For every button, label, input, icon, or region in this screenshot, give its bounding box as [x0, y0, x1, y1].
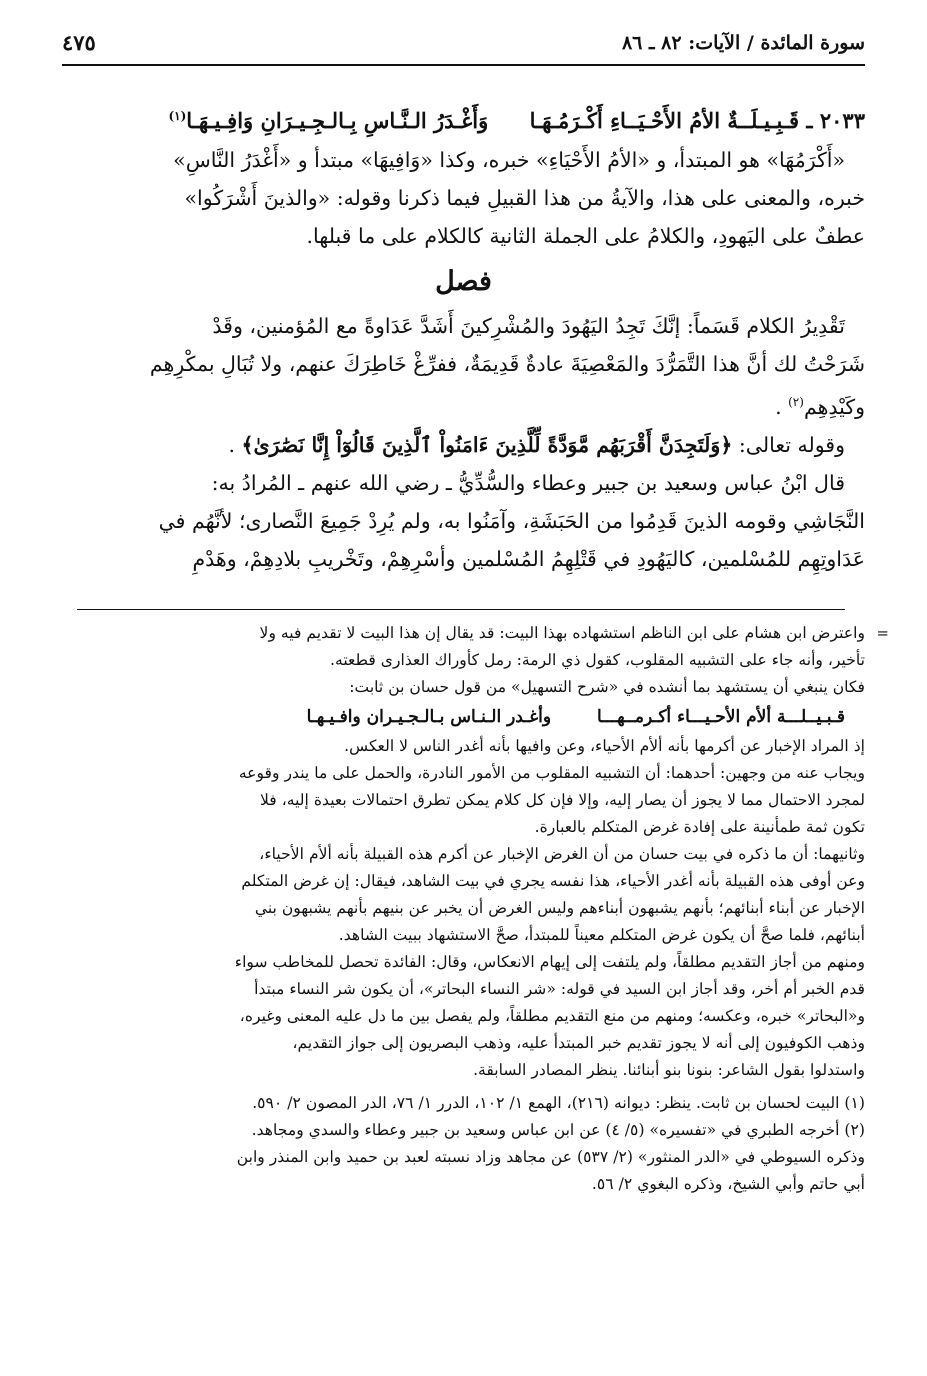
- running-title: سورة المائدة / الآيات: ٨٢ ـ ٨٦: [612, 32, 865, 54]
- text-line: قال ابْنُ عباس وسعيد بن جبير وعطاء والسُّدِّيُّ ـ رضي الله عنهم ـ المُرادُ به:: [211, 470, 845, 495]
- main-text: [62, 96, 865, 578]
- running-header: [62, 30, 865, 66]
- poetry-entry: [62, 96, 865, 141]
- note-line: ومنهم من أجاز التقديم مطلقاً، ولم يلتفت إلى إيهام الانعكاس، وقال: الفائدة تحصل للمخاطب سواء: [234, 953, 865, 971]
- footnote-ref: (١): [168, 109, 187, 123]
- note-line: إذ المراد الإخبار عن أكرمها بأنه ألأم الأحياء، وعن وافيها بأنه أغدر الناس لا العكس.: [344, 737, 865, 755]
- entry-number: ٢٠٣٣ ـ: [806, 108, 865, 133]
- verse-intro: وقوله تعالى:: [738, 432, 845, 457]
- footnotes: [62, 620, 889, 1198]
- page-number: ٤٧٥: [62, 30, 106, 55]
- note-line: أبي حاتم وأبي الشيخ، وذكره البغوي ٢/ ٥٦.: [591, 1175, 865, 1193]
- text-line: عَدَاوتِهِم للمُسْلمين، كاليَهُودِ في قَتْلِهِمُ المُسْلمين وأسْرِهِمْ، وتَخْريبِ بلادِهِمْ، وهَدْمِ: [192, 546, 865, 571]
- note-line: و«البحاتر» خبره، وعكسه؛ ومنهم من منع التقديم مطلقاً، ولم يفصل بين ما دل عليه المعنى وغيره،: [239, 1007, 865, 1025]
- footnote-1: (١) البيت لحسان بن ثابت. ينظر: ديوانه (٢١٦)، الهمع ١/ ١٠٢، الدرر ١/ ٧٦، الدر المصون ٢/ ٥٩٠.: [252, 1094, 865, 1112]
- quran-verse: ﴿وَلَتَجِدَنَّ أَقْرَبَهُم مَّوَدَّةً لِّلَّذِينَ ءَامَنُواْ ٱلَّذِينَ قَالُوٓاْ إِنَّا نَصَٰرَىٰ﴾: [241, 432, 733, 457]
- text-line: وكَيْدِهِم$^{(٢)}$ .: [775, 394, 865, 419]
- note-line: أبنائهم، فلما صحَّ أن يكون غرض المتكلم معيناً للمبتدأ، صحَّ الاستشهاد ببيت الشاهد.: [338, 926, 865, 944]
- note-text: واعترض ابن هشام على ابن الناظم استشهاده بهذا البيت: قد يقال إن هذا البيت لا تقديم فيه ولا: [259, 624, 865, 642]
- verse-line: وقوله تعالى: ﴿وَلَتَجِدَنَّ أَقْرَبَهُم مَّوَدَّةً لِّلَّذِينَ ءَامَنُواْ ٱلَّذِينَ قَالُوٓاْ إِنَّا نَصَٰرَىٰ﴾ .: [228, 432, 845, 457]
- text-line: خبره، والمعنى على هذا، والآيةُ من هذا القبيلِ فيما ذكرنا وقوله: «والذينَ أَشْرَكُوا»: [184, 186, 865, 210]
- note-line: وثانيهما: أن ما ذكره في بيت حسان من أن الغرض الإخبار عن أكرم هذه القبيلة بأنه ألأم الأحياء،: [259, 845, 865, 863]
- note-line: تأخير، وأنه جاء على التشبيه المقلوب، كقول ذي الرمة: رمل كأوراك العذارى قطعته.: [330, 651, 865, 669]
- note-line: تكون ثمة طمأنينة على إفادة غرض المتكلم بالعبارة.: [534, 818, 865, 836]
- note-line: لمجرد الاحتمال مما لا يجوز أن يصار إليه، وإلا فإن كل كلام يمكن تطرق احتمالات بعيدة إليه، فلا: [259, 791, 865, 809]
- poem-hemistich-first: قـبـيــلـــة ألأم الأحـيـــاء أكـرمــهـــا: [596, 707, 845, 727]
- text-line: شَرَحْتُ لك أنَّ هذا التَّمَرُّدَ والمَعْصِيَةَ عادةٌ قَدِيمَةٌ، ففرِّغْ خَاطِرَكَ عنهم، ولا تُبَالِ بمكْرِهِم: [149, 352, 865, 376]
- text-line: «أَكْرَمُهَا» هو المبتدأ، و «الأمُ الأَحْيَاءِ» خبره، وكذا «وَافِيهَا» مبتدأ و «أَغْدَرُ النَّاسِ»: [173, 148, 845, 172]
- continuation-mark: =: [876, 624, 889, 642]
- note-line: فكان ينبغي أن يستشهد بما أنشده في «شرح التسهيل» من قول حسان بن ثابت:: [349, 678, 865, 696]
- text-fragment: وكَيْدِهِم: [803, 394, 865, 419]
- note-poem: [62, 701, 865, 733]
- text-line: تَقْدِيرُ الكلام قَسَماً: إنَّكَ تَجِدُ اليَهُودَ والمُشْرِكينَ أَشَدَّ عَدَاوةً مع المُؤمنين، وقَدْ: [212, 314, 845, 338]
- hemistich-second: وَأَغْـدَرُ الـنَّـاسِ بِـالـجِـيـرَانِ وَافِـيـهَـا: [186, 108, 489, 133]
- section-title: فصل: [435, 266, 492, 297]
- note-line: ويجاب عنه من وجهين: أحدهما: أن التشبيه المقلوب من الأمور النادرة، والحمل على ما يندر وقوعه: [238, 764, 865, 782]
- text-line: النَّجَاشِي وقومه الذينَ قَدِمُوا من الحَبَشَةِ، وآمَنُوا به، ولم يُرِدْ جَمِيعَ النَّصارى؛ لأنَّهُم في: [158, 508, 865, 533]
- note-line: وعن أوفى هذه القبيلة بأنه أغدر الأحياء، هذا نفسه يجري في بيت الشاهد، فيقال: إن غرض المتكلم: [241, 872, 865, 890]
- hemistich-first: قَـبِـيـلَــةٌ الأمُ الأَحْـيَــاءِ أَكْـرَمُـهَـا: [529, 108, 800, 133]
- footnote-2: (٢) أخرجه الطبري في «تفسيره» (٥/ ٤) عن ابن عباس وسعيد بن جبير وعطاء والسدي ومجاهد.: [251, 1121, 865, 1139]
- note-line: وذكره السيوطي في «الدر المنثور» (٢/ ٥٣٧) عن مجاهد وزاد نسبته لعبد بن حميد وابن المنذر وابن: [236, 1148, 865, 1166]
- note-line: واستدلوا بقول الشاعر: بنونا بنو أبنائنا. ينظر المصادر السابقة.: [473, 1061, 865, 1079]
- footnote-separator: [77, 609, 845, 610]
- note-line: وذهب الكوفيون إلى أنه لا يجوز تقديم خبر المبتدأ عليه، وذهب البصريون إلى جواز التقديم،: [292, 1034, 865, 1052]
- text-line: عطفٌ على اليَهودِ، والكلامُ على الجملة الثانية كالكلام على ما قبلها.: [306, 224, 865, 248]
- poem-hemistich-second: وأغـدر الـنـاس بـالـجـيـران وافـيـهـا: [306, 707, 552, 727]
- note-line: [62, 620, 889, 647]
- note-line: قدم الخبر أم أخر، وقد أجاز ابن السيد في قوله: «شر النساء البحاتر»، أن يكون شر النساء مبتدأ: [254, 980, 865, 998]
- note-line: الإخبار عن أبناء أبنائهم؛ بأنهم يشبهون أبناءهم وليس الغرض أن يخبر عن بنيهم بأنهم يشبهون بني: [254, 899, 865, 917]
- footnote-ref: (٢): [788, 395, 804, 409]
